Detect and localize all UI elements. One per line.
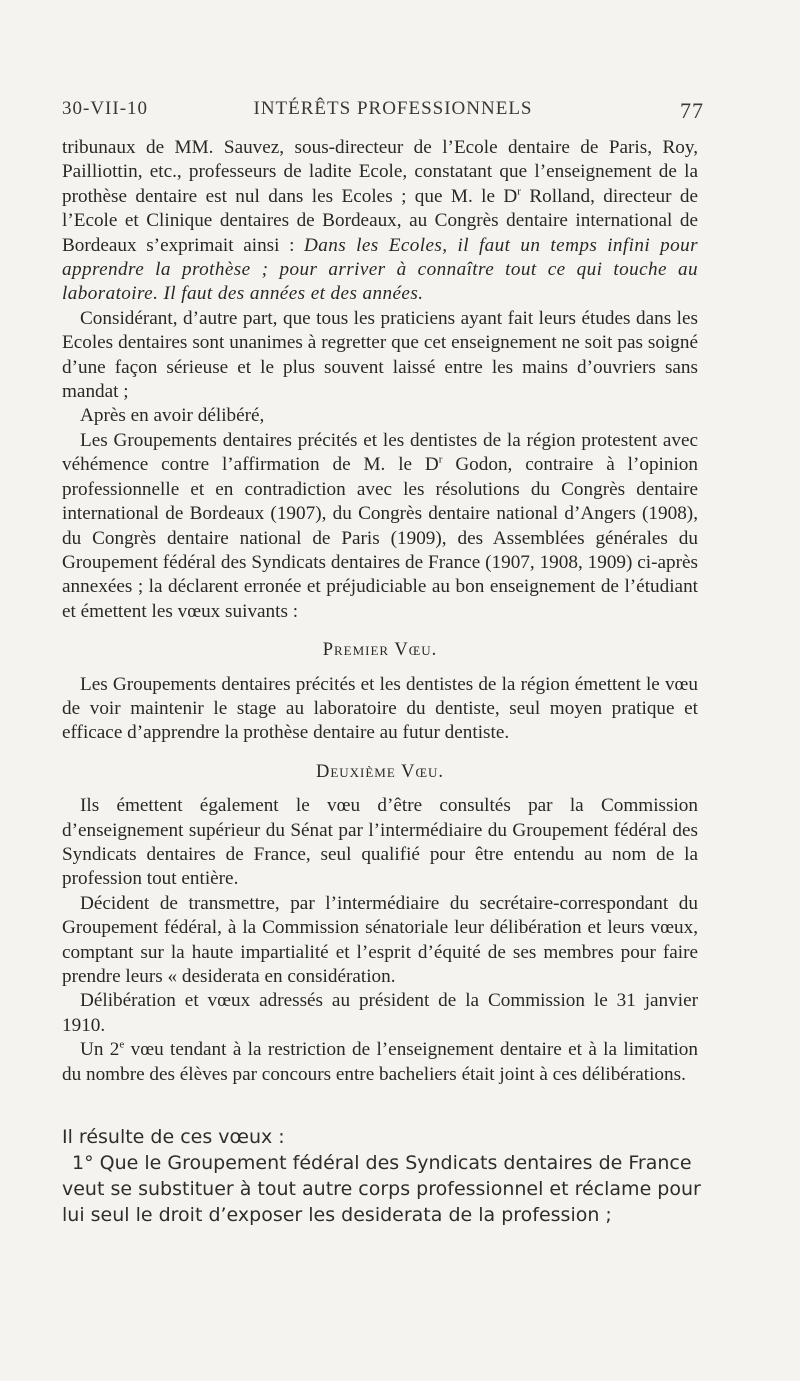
typed-line-2: 1° Que le Groupement fédéral des Syndicats dentaires de France veut se substituer à tout autre corps professionnel et réclame pour lui seul le droit d’exposer les desiderata de la profession ; [62, 1152, 701, 1226]
paragraph-8: Délibération et vœux adressés au président de la Commission le 31 janvier 1910. [62, 990, 698, 1036]
page-number: 77 [680, 98, 704, 123]
section-heading-premier-voeu: Premier Vœu. [322, 640, 438, 661]
section-heading-deuxieme-voeu: Deuxième Vœu. [315, 761, 445, 782]
body-text [62, 136, 698, 1087]
typed-line-1: Il résulte de ces vœux : [62, 1126, 285, 1148]
typewritten-note [62, 1124, 702, 1228]
paragraph-6: Ils émettent également le vœu d’être consultés par la Commission d’enseignement supérieur du Sénat par l’intermédiaire du Groupement fédéral des Syndicats dentaires de France, seul qualifié pour être entendu au nom de la profession tout entière. [62, 795, 698, 890]
paragraph-5: Les Groupements dentaires précités et les dentistes de la région émettent le vœu de voir maintenir le stage au laboratoire du dentiste, seul moyen pratique et efficace d’apprendre la prothèse dentaire au futur dentiste. [62, 673, 698, 744]
italic-quote: Dans les Ecoles, il faut un temps infini pour apprendre la prothèse ; pour arriver à connaître tout ce qui touche au laboratoire. Il faut des années et des années. [62, 234, 698, 305]
paragraph-4: Les Groupements dentaires précités et les dentistes de la région protestent avec véhémence contre l’affirmation de M. le $D^r$ Godon, contraire à l’opinion professionnelle et en contradiction avec les résolutions du Congrès dentaire international de Bordeaux (1907), du Congrès dentaire national d’Angers (1908), du Congrès dentaire national de Paris (1909), des Assemblées générales du Groupement fédéral des Syndicats dentaires de France (1907, 1908, 1909) ci-après annexées ; la déclarent erronée et préjudiciable au bon enseignement de l’étudiant et émettent les vœux suivants : [62, 429, 698, 622]
paragraph-9: Un 2e vœu tendant à la restriction de l’enseignement dentaire et à la limitation du nombre des élèves par concours entre bacheliers était joint à ces délibérations. [62, 1038, 698, 1085]
paragraph-3: Après en avoir délibéré, [80, 405, 265, 427]
paragraph-7: Décident de transmettre, par l’intermédiaire du secrétaire-correspondant du Groupement fédéral, à la Commission sénatoriale leur délibération et leurs vœux, comptant sur la haute impartialité et l’esprit d’équité de ses membres pour faire prendre leurs « desiderata en considération. [62, 892, 698, 987]
paragraph-1: tribunaux de MM. Sauvez, sous-directeur de l’Ecole dentaire de Paris, Roy, Pailliottin, etc., professeurs de ladite Ecole, constatant que l’enseignement de la prothèse dentaire est nul dans les Ecoles ; que M. le $D^r$ Rolland, directeur de l’Ecole et Clinique dentaires de Bordeaux, au Congrès dentaire international de Bordeaux s’exprimait ainsi : Dans les Ecoles, il faut un temps infini pour apprendre la prothèse ; pour arriver à connaître tout ce qui touche au laboratoire. Il faut des années et des années. [62, 137, 699, 305]
header-title: INTÉRÊTS PROFESSIONNELS [253, 98, 533, 119]
header-date: 30-VII-10 [62, 98, 149, 119]
paragraph-2: Considérant, d’autre part, que tous les praticiens ayant fait leurs études dans les Ecoles dentaires sont unanimes à regretter que cet enseignement ne soit pas soigné d’une façon sérieuse et le plus souvent laissé entre les mains d’ouvriers sans mandat ; [62, 307, 698, 403]
